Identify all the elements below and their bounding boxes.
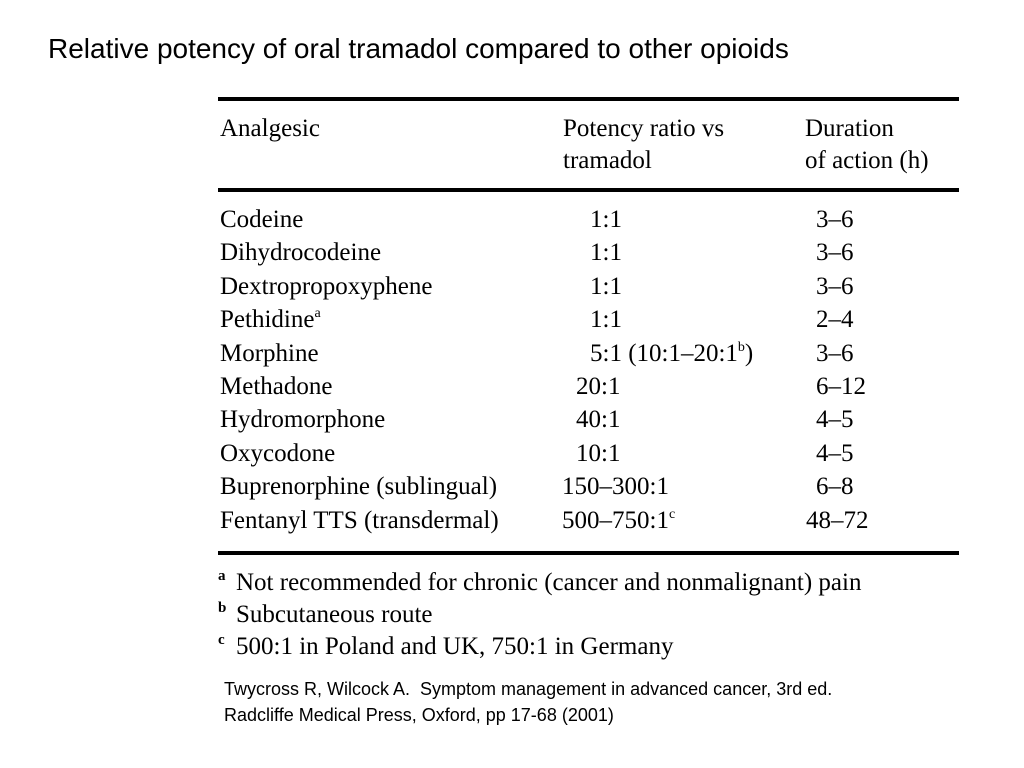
header-duration-line2: of action (h) [805, 147, 929, 174]
cell-duration: 6–12 [816, 372, 866, 400]
table-row [218, 204, 959, 237]
cell-analgesic: Dextropropoxyphene [220, 272, 433, 300]
cell-analgesic: Hydromorphone [220, 406, 386, 434]
header-duration [805, 113, 929, 177]
citation-line2: Radcliffe Medical Press, Oxford, pp 17-68 (2001) [224, 705, 614, 725]
slide-title: Relative potency of oral tramadol compared to other opioids [48, 33, 789, 64]
potency-table [218, 97, 959, 663]
cell-potency: 10:1 [576, 439, 621, 467]
header-potency-line1: Potency ratio vs [563, 115, 725, 142]
potency-value: 5:1 [590, 339, 622, 367]
cell-potency: 150–300:1 [562, 473, 669, 501]
cell-potency [590, 338, 753, 370]
cell-duration: 3–6 [816, 339, 854, 367]
table-row [218, 404, 959, 437]
cell-duration: 48–72 [806, 506, 869, 534]
analgesic-name: Pethidine [220, 306, 315, 334]
header-potency-line2: tramadol [563, 147, 652, 174]
cell-analgesic: Dihydrocodeine [220, 239, 382, 267]
table-row [218, 471, 959, 504]
cell-potency: 1:1 [590, 272, 622, 300]
table-body [218, 192, 959, 551]
footnote-text: Subcutaneous route [236, 601, 433, 628]
potency-value: 500–750:1 [562, 506, 669, 534]
cell-duration: 3–6 [816, 239, 854, 267]
cell-analgesic: Oxycodone [220, 439, 336, 467]
citation [224, 676, 832, 728]
potency-range-close: ) [744, 339, 754, 367]
cell-duration: 3–6 [816, 206, 854, 233]
footnote-ref-b: b [737, 339, 745, 355]
cell-potency: 1:1 [590, 306, 622, 334]
cell-analgesic [220, 304, 321, 336]
footnote: b Subcutaneous route [218, 600, 433, 628]
cell-potency: 20:1 [576, 372, 621, 400]
table-row [218, 371, 959, 404]
cell-duration: 2–4 [816, 306, 854, 334]
table-row [218, 438, 959, 471]
citation-line1: Twycross R, Wilcock A. Symptom management in advanced cancer, 3rd ed. [224, 679, 833, 699]
table-row [218, 505, 959, 538]
potency-range: (10:1–20:1 [628, 339, 738, 367]
table-row [218, 271, 959, 304]
table-header [218, 101, 959, 188]
header-potency [563, 113, 724, 177]
table-row [218, 338, 959, 371]
cell-duration: 4–5 [816, 439, 854, 467]
cell-duration: 3–6 [816, 272, 854, 300]
cell-duration: 6–8 [816, 473, 854, 501]
cell-analgesic: Fentanyl TTS (transdermal) [220, 506, 499, 534]
cell-potency [562, 505, 675, 537]
cell-analgesic: Buprenorphine (sublingual) [220, 473, 498, 501]
cell-duration: 4–5 [816, 406, 854, 434]
cell-analgesic: Morphine [220, 339, 319, 367]
table-row [218, 237, 959, 270]
cell-analgesic: Codeine [220, 206, 304, 233]
cell-potency: 1:1 [590, 206, 622, 233]
footnote-text: 500:1 in Poland and UK, 750:1 in Germany [236, 633, 674, 660]
footnote-ref-a: a [314, 306, 321, 322]
header-analgesic: Analgesic [220, 115, 320, 142]
table-row [218, 304, 959, 337]
footnote: a Not recommended for chronic (cancer and nonmalignant) pain [218, 568, 862, 596]
footnote: c 500:1 in Poland and UK, 750:1 in Germany [218, 632, 674, 660]
table-footnotes [218, 555, 959, 663]
footnote-text: Not recommended for chronic (cancer and nonmalignant) pain [236, 569, 862, 596]
cell-potency: 40:1 [576, 406, 621, 434]
header-duration-line1: Duration [805, 115, 894, 142]
cell-analgesic: Methadone [220, 372, 333, 400]
cell-potency: 1:1 [590, 239, 622, 267]
footnote-ref-c: c [668, 506, 676, 522]
